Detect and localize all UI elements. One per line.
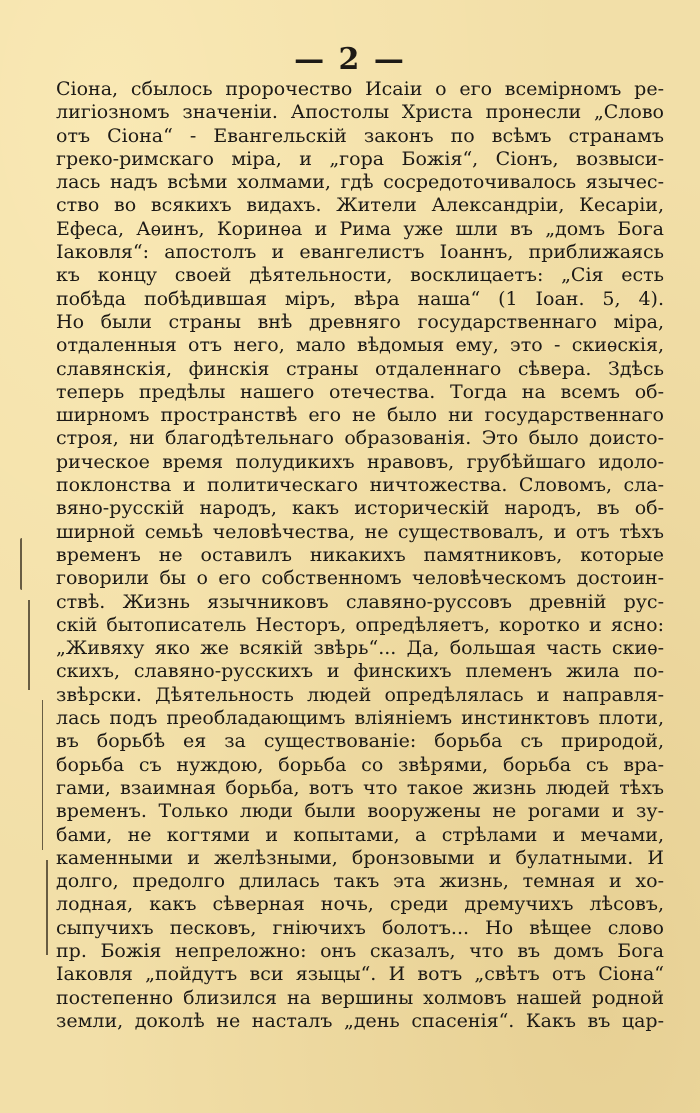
text-line: ство во всякихъ видахъ. Жители Александріи, Кесаріи, xyxy=(56,194,664,217)
margin-pencil-mark xyxy=(20,538,22,590)
text-line: пр. Божія непреложно: онъ сказалъ, что въ домъ Бога xyxy=(56,939,664,962)
text-line: бами, не когтями и копытами, а стрѣлами и мечами, xyxy=(56,823,664,846)
text-line: постепенно близился на вершины холмовъ нашей родной xyxy=(56,986,664,1009)
text-line: отъ Сіона“ - Евангельскій законъ по всѣмъ странамъ xyxy=(56,124,664,147)
text-line: побѣда побѣдившая міръ, вѣра наша“ (1 Іоан. 5, 4). xyxy=(56,287,664,310)
text-line: скій бытописатель Несторъ, опредѣляетъ, коротко и ясно: xyxy=(56,613,664,636)
text-line: сыпучихъ песковъ, гніючихъ болотъ... Но вѣщее слово xyxy=(56,916,664,939)
text-line: лась подъ преобладающимъ вліяніемъ инстинктовъ плоти, xyxy=(56,707,664,730)
text-line: долго, предолго длилась такъ эта жизнь, темная и хо- xyxy=(56,870,664,893)
text-line: временъ. Только люди были вооружены не рогами и зу- xyxy=(56,800,664,823)
text-line: говорили бы о его собственномъ человѣческомъ достоин- xyxy=(56,567,664,590)
text-line: отдаленныя отъ него, мало вѣдомыя ему, это - скиѳскія, xyxy=(56,334,664,357)
page-number: — 2 — xyxy=(294,42,406,77)
margin-pencil-mark xyxy=(42,700,43,850)
text-line: ширномъ пространствѣ его не было ни государственнаго xyxy=(56,404,664,427)
text-line: Іаковля“: апостолъ и евангелистъ Іоаннъ, приближаясь xyxy=(56,241,664,264)
text-line: „Живяху яко же всякій звѣрь“... Да, большая часть скиѳ- xyxy=(56,637,664,660)
text-line: Ефеса, Аѳинъ, Коринѳа и Рима уже шли въ „домъ Бога xyxy=(56,217,664,240)
text-line: вяно-русскій народъ, какъ историческій народъ, въ об- xyxy=(56,497,664,520)
text-line: гами, взаимная борьба, вотъ что такое жизнь людей тѣхъ xyxy=(56,776,664,799)
text-line: теперь предѣлы нашего отечества. Тогда на всемъ об- xyxy=(56,380,664,403)
text-line: лигіозномъ значеніи. Апостолы Христа пронесли „Слово xyxy=(56,101,664,124)
text-line: въ борьбѣ ея за существованіе: борьба съ природой, xyxy=(56,730,664,753)
text-line: временъ не оставилъ никакихъ памятниковъ, которые xyxy=(56,543,664,566)
text-line: рическое время полудикихъ нравовъ, грубѣйшаго идоло- xyxy=(56,450,664,473)
text-line: борьба съ нуждою, борьба со звѣрями, борьба съ вра- xyxy=(56,753,664,776)
text-line: греко-римскаго міра, и „гора Божія“, Сіонъ, возвыси- xyxy=(56,147,664,170)
text-line: каменными и желѣзными, бронзовыми и булатными. И xyxy=(56,846,664,869)
text-line: ширной семьѣ человѣчества, не существовалъ, и отъ тѣхъ xyxy=(56,520,664,543)
text-line: строя, ни благодѣтельнаго образованія. Это было доисто- xyxy=(56,427,664,450)
text-line: звѣрски. Дѣятельность людей опредѣлялась и направля- xyxy=(56,683,664,706)
text-line: скихъ, славяно-русскихъ и финскихъ племенъ жила по- xyxy=(56,660,664,683)
text-line: къ концу своей дѣятельности, восклицаетъ: „Сія есть xyxy=(56,264,664,287)
text-line: лодная, какъ сѣверная ночь, среди дремучихъ лѣсовъ, xyxy=(56,893,664,916)
body-text xyxy=(56,78,664,1033)
text-line: Сіона, сбылось пророчество Исаіи о его всемірномъ ре- xyxy=(56,78,664,100)
margin-pencil-mark xyxy=(46,860,48,955)
margin-pencil-mark xyxy=(28,600,30,690)
text-line: Но были страны внѣ древняго государственнаго міра, xyxy=(56,310,664,333)
text-line: ствѣ. Жизнь язычниковъ славяно-руссовъ древній рус- xyxy=(56,590,664,613)
text-line: славянскія, финскія страны отдаленнаго сѣвера. Здѣсь xyxy=(56,357,664,380)
text-line: лась надъ всѣми холмами, гдѣ сосредоточивалось язычес- xyxy=(56,171,664,194)
text-line: Іаковля „пойдутъ вси языцы“. И вотъ „свѣтъ отъ Сіона“ xyxy=(56,963,664,986)
text-line: земли, доколѣ не насталъ „день спасенія“. Какъ въ цар- xyxy=(56,1009,664,1032)
text-line: поклонства и политическаго ничтожества. Словомъ, сла- xyxy=(56,474,664,497)
